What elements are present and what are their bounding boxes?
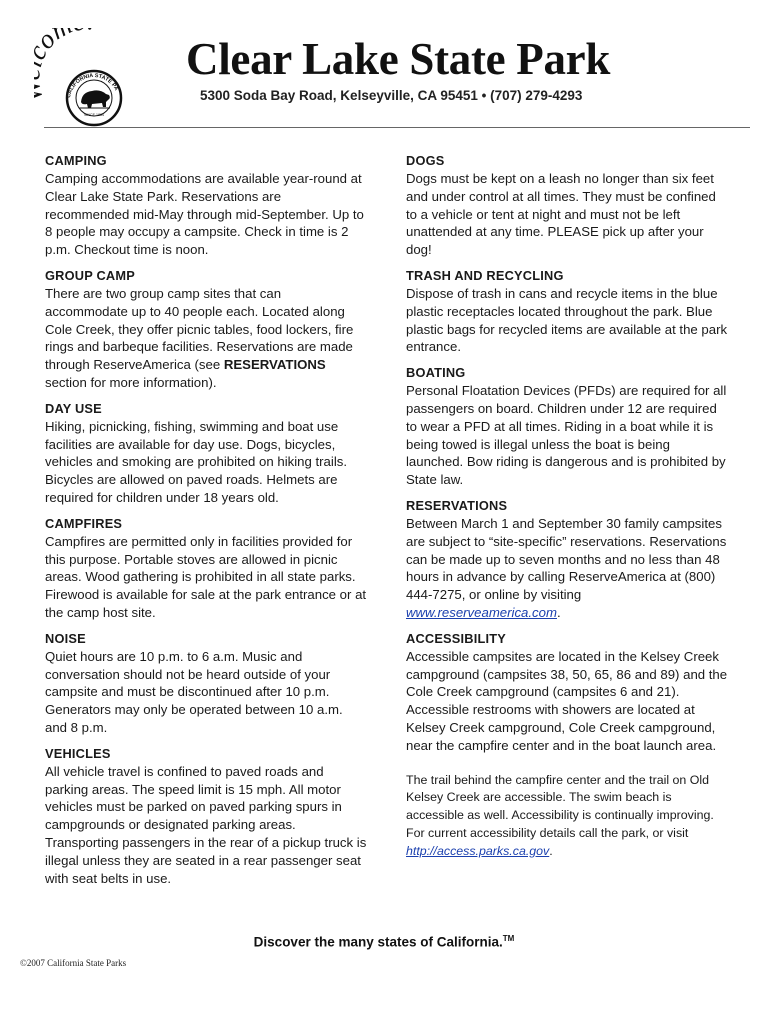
section-text: Hiking, picnicking, fishing, swimming and boat use facilities are available for day use. Dogs, bicycles, vehicles and smoking are prohibited on hiking trails. Bicycles are allowed on paved roads. Helmets are required for children under 18 years old.	[45, 418, 348, 505]
right-column	[406, 152, 728, 869]
section-text: All vehicle travel is confined to paved roads and parking areas. The speed limit is 15 mph. All motor vehicles must be parked on paved parking spurs in campgrounds or designated parking areas. Transporting passengers in the rear of a pickup truck is illegal unless they are seated in a rear passenger seat with seat belts in use.	[45, 763, 367, 886]
section-heading: BOATING	[406, 365, 466, 381]
reservations-emphasis: RESERVATIONS	[223, 357, 326, 373]
section-text-part: Between March 1 and September 30 family campsites are subject to “site-specific” reservations. Reservations can be made up to seven months and no less than 48 hours in advance by calling ReserveAmerica at (800) 444-7275, or online by visiting	[406, 515, 727, 603]
section-text	[45, 285, 367, 392]
section-text: Campfires are permitted only in facilities provided for this purpose. Portable stoves are allowed in picnic areas. Wood gathering is prohibited in all state parks. Firewood is available for sale at the park entrance or at the camp host site.	[45, 533, 367, 620]
section-heading: RESERVATIONS	[406, 497, 508, 513]
section-dogs	[406, 152, 728, 259]
bear-seal-icon	[34, 28, 146, 132]
section-heading: TRASH AND RECYCLING	[406, 267, 564, 283]
section-campfires	[45, 515, 367, 622]
section-text: Accessible campsites are located in the Kelsey Creek campground (campsites 38, 50, 65, 86 and 89) and the Cole Creek campground (campsites 6 and 21). Accessible restrooms with showers are located at Kelsey Creek campground, Cole Creek campground, near the campfire center and in the boat launch area.	[406, 648, 728, 753]
section-text: Quiet hours are 10 p.m. to 6 a.m. Music and conversation should not be heard outside of your campsite and must be discontinued after 10 p.m. Generators may only be operated between 10 a.m. and 8 p.m.	[45, 648, 343, 735]
section-heading: GROUP CAMP	[45, 267, 135, 283]
section-text-part: .	[549, 843, 553, 858]
logo-since-text: SINCE 1864	[84, 113, 104, 117]
section-text	[406, 772, 728, 861]
section-heading: VEHICLES	[45, 745, 111, 761]
reserveamerica-link[interactable]: www.reserveamerica.com	[406, 604, 557, 620]
section-text-part: section for more information).	[45, 374, 217, 390]
california-state-parks-logo	[34, 28, 146, 132]
section-boating	[406, 364, 728, 489]
section-vehicles	[45, 745, 367, 888]
section-heading: ACCESSIBILITY	[406, 630, 507, 646]
section-text-part: There are two group camp sites that can accommodate up to 40 people each. Located along Cole Creek, they offer picnic tables, food lockers, fire rings and barbeque facilities. Reservations are made through ReserveAmerica (see	[45, 285, 354, 373]
access-parks-link[interactable]: http://access.parks.ca.gov	[406, 843, 550, 858]
section-camping	[45, 152, 367, 259]
section-text-part: .	[556, 604, 561, 620]
section-trash-recycling	[406, 267, 728, 356]
section-group-camp	[45, 267, 367, 392]
section-day-use	[45, 400, 367, 507]
tagline-text: Discover the many states of California.	[253, 934, 503, 950]
park-address: 5300 Soda Bay Road, Kelseyville, CA 95451 • (707) 279-4293	[200, 88, 583, 103]
section-text: Dogs must be kept on a leash no longer than six feet and under control at all times. They must be confined to a vehicle or tent at night and must not be left unattended at any time. PLEASE pick up after your dog!	[406, 171, 716, 258]
footer-tagline	[0, 934, 768, 950]
header-divider	[44, 127, 750, 128]
section-heading: NOISE	[45, 630, 86, 646]
trademark-mark: TM	[502, 934, 515, 943]
section-accessibility	[406, 630, 728, 861]
section-text: Dispose of trash in cans and recycle items in the blue plastic receptacles located throughout the park. Blue plastic bags for recycled items are available at the park entrance.	[406, 285, 728, 355]
section-text	[406, 515, 728, 622]
section-heading: CAMPFIRES	[45, 515, 123, 531]
section-text-part: The trail behind the campfire center and the trail on Old Kelsey Creek are accessible. The swim beach is accessible as well. Accessibility is continually improving. For current accessibility details call the park, or visit	[406, 772, 714, 840]
section-text: Personal Floatation Devices (PFDs) are required for all passengers on board. Children under 12 are required to wear a PFD at all times. Riding in a boat while it is being towed is illegal unless the boat is being launched. Bow riding is dangerous and is prohibited by State law.	[406, 383, 727, 488]
section-reservations	[406, 497, 728, 622]
section-noise	[45, 630, 367, 737]
section-heading: DOGS	[406, 153, 445, 168]
copyright-notice: ©2007 California State Parks	[20, 958, 127, 968]
section-heading: DAY USE	[45, 400, 102, 416]
section-text: Camping accommodations are available year-round at Clear Lake State Park. Reservations are recommended mid-May through mid-September. Up to 8 people may occupy a campsite. Check in time is 2 p.m. Checkout time is noon.	[45, 171, 364, 258]
page-title: Clear Lake State Park	[186, 34, 611, 84]
section-heading: CAMPING	[45, 153, 107, 168]
left-column	[45, 152, 367, 895]
logo-ring-text: CALIFORNIA STATE PA	[66, 73, 120, 99]
